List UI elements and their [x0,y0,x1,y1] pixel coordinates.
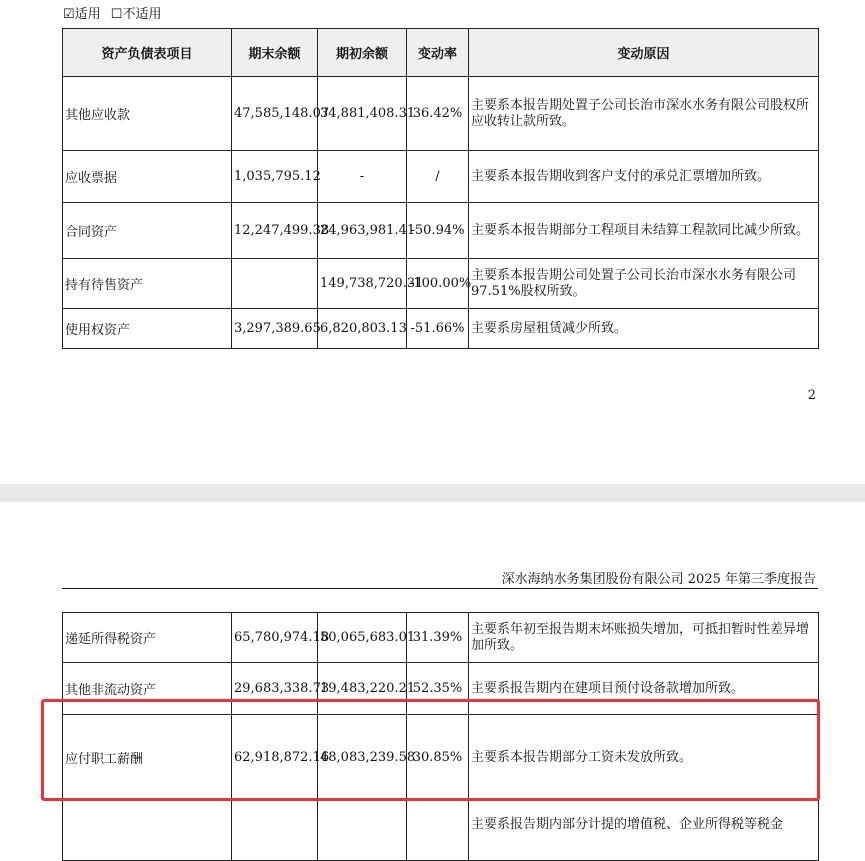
page-separator [0,484,865,502]
row-end-balance: 65,780,974.18 [232,613,318,663]
row-item [63,801,232,861]
row-change-rate [407,801,469,861]
row-reason: 主要系本报告期处置子公司长治市深水水务有限公司股权所应收转让款所致。 [469,77,819,151]
header-change-rate: 变动率 [407,29,469,77]
row-item: 持有待售资产 [63,259,232,309]
row-begin-balance: 34,881,408.31 [318,77,407,151]
row-end-balance: 12,247,499.38 [232,203,318,259]
table-header-row [63,29,819,77]
row-end-balance: 29,683,338.73 [232,663,318,715]
row-change-rate: 52.35% [407,663,469,715]
row-reason: 主要系报告期内在建项目预付设备款增加所致。 [469,663,819,715]
header-begin-balance: 期初余额 [318,29,407,77]
row-end-balance: 3,297,389.65 [232,309,318,349]
header-reason: 变动原因 [469,29,819,77]
header-item: 资产负债表项目 [63,29,232,77]
row-begin-balance: 24,963,981.41 [318,203,407,259]
row-change-rate: -100.00% [407,259,469,309]
row-end-balance: 62,918,872.16 [232,715,318,801]
row-reason: 主要系房屋租赁减少所致。 [469,309,819,349]
row-change-rate: -51.66% [407,309,469,349]
row-change-rate: -50.94% [407,203,469,259]
table-row [63,77,819,151]
applicable-options [63,3,167,22]
row-begin-balance: 6,820,803.13 [318,309,407,349]
row-reason: 主要系年初至报告期末坏账损失增加，可抵扣暂时性差异增加所致。 [469,613,819,663]
header-end-balance: 期末余额 [232,29,318,77]
applicable-checked[interactable]: ☑适用 [63,7,101,22]
row-item: 递延所得税资产 [63,613,232,663]
row-reason: 主要系本报告期部分工资未发放所致。 [469,715,819,801]
header-divider [62,588,818,589]
table-row [63,613,819,663]
row-end-balance [232,801,318,861]
balance-sheet-table-1 [62,28,819,349]
page-2 [0,502,865,834]
row-item: 使用权资产 [63,309,232,349]
row-begin-balance: 48,083,239.58 [318,715,407,801]
row-change-rate: 30.85% [407,715,469,801]
row-item: 合同资产 [63,203,232,259]
page-number: 2 [807,388,816,403]
row-begin-balance: 19,483,220.21 [318,663,407,715]
row-reason: 主要系本报告期公司处置子公司长治市深水水务有限公司 97.51%股权所致。 [469,259,819,309]
row-begin-balance [318,801,407,861]
row-reason: 主要系本报告期收到客户支付的承兑汇票增加所致。 [469,151,819,203]
row-change-rate: 36.42% [407,77,469,151]
row-reason: 主要系本报告期部分工程项目未结算工程款同比减少所致。 [469,203,819,259]
report-header: 深水海纳水务集团股份有限公司 2025 年第三季度报告 [501,572,816,587]
table-row [63,801,819,861]
row-begin-balance: 50,065,683.01 [318,613,407,663]
table-row [63,309,819,349]
row-begin-balance: 149,738,720.31 [318,259,407,309]
row-begin-balance: - [318,151,407,203]
table-row [63,259,819,309]
row-item: 其他非流动资产 [63,663,232,715]
row-item: 应收票据 [63,151,232,203]
row-item: 其他应收款 [63,77,232,151]
table-row [63,151,819,203]
table-row [63,663,819,715]
row-change-rate: / [407,151,469,203]
row-change-rate: 31.39% [407,613,469,663]
balance-sheet-table-2 [62,612,819,861]
row-end-balance: 47,585,148.07 [232,77,318,151]
applicable-unchecked[interactable]: ☐不适用 [110,7,162,22]
table-row [63,203,819,259]
row-item: 应付职工薪酬 [63,715,232,801]
row-end-balance: 1,035,795.12 [232,151,318,203]
table-row-highlighted [63,715,819,801]
row-end-balance [232,259,318,309]
row-reason: 主要系报告期内部分计提的增值税、企业所得税等税金 [469,801,819,861]
